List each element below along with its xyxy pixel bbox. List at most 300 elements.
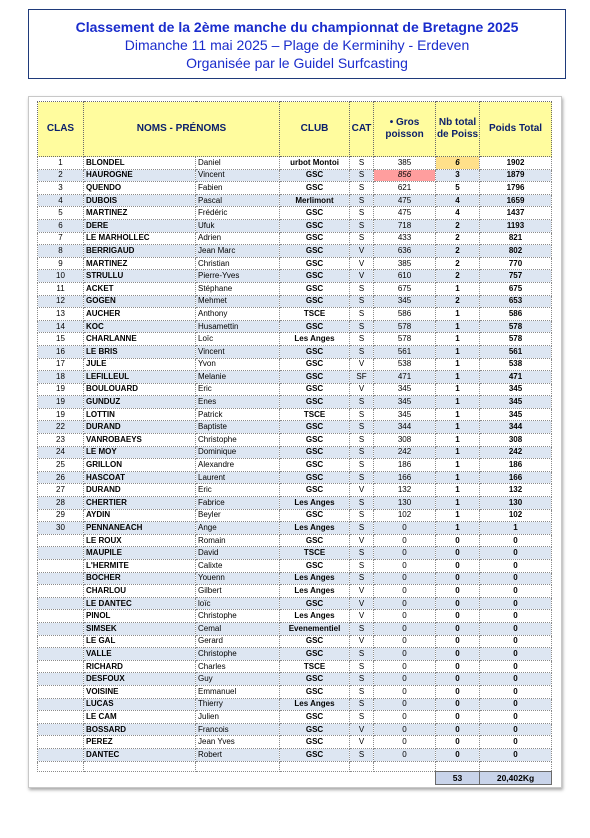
table-row	[38, 345, 552, 358]
table-row	[38, 434, 552, 447]
cell-prenom: Ange	[196, 522, 280, 535]
cell-prenom: Gilbert	[196, 585, 280, 598]
cell-cat: V	[350, 358, 374, 371]
col-header-poids-total: Poids Total	[480, 102, 552, 157]
cell-nb: 2	[436, 270, 480, 283]
cell-poids: 586	[480, 308, 552, 321]
cell-club: GSC	[280, 295, 350, 308]
cell-poids: 0	[480, 560, 552, 573]
cell-club: GSC	[280, 471, 350, 484]
cell-cat: S	[350, 295, 374, 308]
cell-prenom: Pierre-Yves	[196, 270, 280, 283]
col-header-noms: NOMS - PRÉNOMS	[84, 102, 280, 157]
cell-nb: 1	[436, 358, 480, 371]
cell-cat: V	[350, 736, 374, 749]
cell-nb: 0	[436, 610, 480, 623]
cell-poids: 0	[480, 673, 552, 686]
cell-nom: KOC	[84, 320, 196, 333]
cell-clas: 4	[38, 194, 84, 207]
spacer-cell	[480, 761, 552, 771]
cell-nb: 5	[436, 182, 480, 195]
spacer-cell	[280, 761, 350, 771]
cell-cat: S	[350, 396, 374, 409]
table-row	[38, 232, 552, 245]
cell-prenom: Eric	[196, 383, 280, 396]
cell-gros: 102	[374, 509, 436, 522]
cell-gros: 345	[374, 396, 436, 409]
cell-club: GSC	[280, 421, 350, 434]
cell-club: GSC	[280, 282, 350, 295]
cell-poids: 770	[480, 257, 552, 270]
cell-clas: 6	[38, 219, 84, 232]
cell-cat: S	[350, 345, 374, 358]
cell-nom: L'HERMITE	[84, 560, 196, 573]
cell-club: Les Anges	[280, 572, 350, 585]
cell-poids: 102	[480, 509, 552, 522]
cell-clas	[38, 622, 84, 635]
cell-clas	[38, 736, 84, 749]
page-title: Classement de la 2ème manche du championnat de Bretagne 2025	[75, 19, 519, 35]
cell-cat: S	[350, 748, 374, 761]
cell-poids: 130	[480, 497, 552, 510]
cell-poids: 0	[480, 622, 552, 635]
cell-clas: 27	[38, 484, 84, 497]
cell-clas	[38, 534, 84, 547]
cell-nb: 0	[436, 560, 480, 573]
cell-club: Les Anges	[280, 333, 350, 346]
cell-nb: 2	[436, 295, 480, 308]
spacer-cell	[84, 761, 196, 771]
cell-gros: 186	[374, 459, 436, 472]
cell-nb: 2	[436, 219, 480, 232]
table-row	[38, 547, 552, 560]
table-row	[38, 320, 552, 333]
cell-nom: PINOL	[84, 610, 196, 623]
table-row	[38, 308, 552, 321]
cell-club: GSC	[280, 673, 350, 686]
cell-nb: 1	[436, 421, 480, 434]
cell-prenom: Thierry	[196, 698, 280, 711]
table-row	[38, 484, 552, 497]
cell-prenom: Alexandre	[196, 459, 280, 472]
cell-poids: 757	[480, 270, 552, 283]
cell-prenom: loïc	[196, 597, 280, 610]
cell-prenom: Julien	[196, 711, 280, 724]
cell-gros: 166	[374, 471, 436, 484]
cell-poids: 1	[480, 522, 552, 535]
cell-prenom: Daniel	[196, 157, 280, 170]
table-row	[38, 648, 552, 661]
cell-cat: S	[350, 522, 374, 535]
cell-gros: 0	[374, 698, 436, 711]
organizer: Organisée par le Guidel Surfcasting	[186, 55, 408, 71]
cell-club: Merlimont	[280, 194, 350, 207]
cell-nom: MARTINEZ	[84, 207, 196, 220]
table-row	[38, 245, 552, 258]
cell-nom: STRULLU	[84, 270, 196, 283]
cell-nom: RICHARD	[84, 660, 196, 673]
cell-nom: BLONDEL	[84, 157, 196, 170]
cell-prenom: Enes	[196, 396, 280, 409]
cell-prenom: Jean Marc	[196, 245, 280, 258]
cell-clas	[38, 560, 84, 573]
cell-nb: 0	[436, 585, 480, 598]
cell-clas	[38, 711, 84, 724]
cell-nom: CHARLOU	[84, 585, 196, 598]
cell-poids: 242	[480, 446, 552, 459]
cell-nom: DUBOIS	[84, 194, 196, 207]
table-row	[38, 698, 552, 711]
cell-club: GSC	[280, 257, 350, 270]
table-row	[38, 597, 552, 610]
cell-clas	[38, 698, 84, 711]
cell-club: GSC	[280, 748, 350, 761]
cell-club: GSC	[280, 685, 350, 698]
table-row	[38, 572, 552, 585]
table-row	[38, 736, 552, 749]
cell-club: GSC	[280, 597, 350, 610]
cell-gros: 345	[374, 383, 436, 396]
cell-poids: 0	[480, 736, 552, 749]
cell-gros: 308	[374, 434, 436, 447]
cell-nb: 0	[436, 685, 480, 698]
spacer-cell	[436, 761, 480, 771]
cell-poids: 345	[480, 383, 552, 396]
cell-club: GSC	[280, 245, 350, 258]
cell-nb: 1	[436, 434, 480, 447]
table-row	[38, 282, 552, 295]
cell-prenom: Charles	[196, 660, 280, 673]
cell-cat: S	[350, 648, 374, 661]
cell-clas: 13	[38, 308, 84, 321]
table-row	[38, 207, 552, 220]
spacer-row	[38, 761, 552, 771]
cell-clas: 14	[38, 320, 84, 333]
cell-nb: 1	[436, 484, 480, 497]
table-row	[38, 509, 552, 522]
cell-gros: 385	[374, 157, 436, 170]
cell-clas: 9	[38, 257, 84, 270]
cell-gros: 561	[374, 345, 436, 358]
cell-cat: S	[350, 194, 374, 207]
cell-cat: S	[350, 434, 374, 447]
cell-nom: HAUROGNE	[84, 169, 196, 182]
cell-nb: 1	[436, 333, 480, 346]
cell-prenom: Romain	[196, 534, 280, 547]
cell-cat: S	[350, 547, 374, 560]
cell-gros: 0	[374, 723, 436, 736]
cell-clas: 16	[38, 345, 84, 358]
table-row	[38, 421, 552, 434]
cell-clas: 19	[38, 383, 84, 396]
cell-poids: 166	[480, 471, 552, 484]
cell-gros: 0	[374, 572, 436, 585]
cell-clas	[38, 597, 84, 610]
cell-club: Les Anges	[280, 698, 350, 711]
totals-blank-cell	[84, 771, 196, 784]
cell-gros: 0	[374, 685, 436, 698]
cell-nom: BERRIGAUD	[84, 245, 196, 258]
cell-poids: 0	[480, 648, 552, 661]
cell-prenom: Gerard	[196, 635, 280, 648]
cell-cat: S	[350, 471, 374, 484]
cell-nb: 1	[436, 345, 480, 358]
col-header-nb-total: Nb total de Poiss	[436, 102, 480, 157]
cell-club: GSC	[280, 711, 350, 724]
cell-nb: 0	[436, 597, 480, 610]
cell-nb: 0	[436, 698, 480, 711]
table-row	[38, 358, 552, 371]
cell-nom: BOSSARD	[84, 723, 196, 736]
table-row	[38, 446, 552, 459]
cell-nom: ACKET	[84, 282, 196, 295]
cell-clas	[38, 585, 84, 598]
cell-cat: S	[350, 333, 374, 346]
cell-prenom: Laurent	[196, 471, 280, 484]
cell-gros: 130	[374, 497, 436, 510]
cell-nom: LE MARHOLLEC	[84, 232, 196, 245]
cell-prenom: Christian	[196, 257, 280, 270]
cell-gros: 475	[374, 194, 436, 207]
cell-poids: 802	[480, 245, 552, 258]
cell-nom: CHARLANNE	[84, 333, 196, 346]
cell-cat: S	[350, 698, 374, 711]
cell-club: GSC	[280, 736, 350, 749]
cell-poids: 578	[480, 333, 552, 346]
cell-cat: V	[350, 270, 374, 283]
cell-cat: S	[350, 572, 374, 585]
table-row	[38, 673, 552, 686]
cell-gros: 0	[374, 560, 436, 573]
table-row	[38, 610, 552, 623]
cell-clas	[38, 748, 84, 761]
table-row	[38, 534, 552, 547]
cell-club: Les Anges	[280, 497, 350, 510]
totals-blank-cell	[374, 771, 436, 784]
table-row	[38, 295, 552, 308]
cell-nom: LE MOY	[84, 446, 196, 459]
cell-cat: S	[350, 219, 374, 232]
cell-prenom: Melanie	[196, 371, 280, 384]
cell-prenom: Cemal	[196, 622, 280, 635]
table-row	[38, 748, 552, 761]
cell-club: TSCE	[280, 547, 350, 560]
cell-clas: 24	[38, 446, 84, 459]
table-row	[38, 585, 552, 598]
cell-nom: LE CAM	[84, 711, 196, 724]
cell-nb: 0	[436, 648, 480, 661]
cell-cat: S	[350, 497, 374, 510]
table-row	[38, 396, 552, 409]
cell-prenom: Loïc	[196, 333, 280, 346]
cell-poids: 0	[480, 610, 552, 623]
cell-clas: 1	[38, 157, 84, 170]
table-row	[38, 635, 552, 648]
cell-club: GSC	[280, 270, 350, 283]
cell-club: TSCE	[280, 308, 350, 321]
cell-club: Les Anges	[280, 522, 350, 535]
cell-gros: 0	[374, 522, 436, 535]
totals-blank-cell	[196, 771, 280, 784]
cell-gros: 345	[374, 295, 436, 308]
col-header-clas: CLAS	[38, 102, 84, 157]
cell-clas: 10	[38, 270, 84, 283]
cell-poids: 0	[480, 635, 552, 648]
cell-club: GSC	[280, 345, 350, 358]
cell-club: Les Anges	[280, 585, 350, 598]
cell-poids: 821	[480, 232, 552, 245]
cell-nb: 6	[436, 157, 480, 170]
cell-nom: DURAND	[84, 421, 196, 434]
cell-cat: S	[350, 673, 374, 686]
cell-club: GSC	[280, 358, 350, 371]
cell-cat: V	[350, 723, 374, 736]
cell-club: GSC	[280, 383, 350, 396]
spacer-cell	[374, 761, 436, 771]
table-header-row	[38, 102, 552, 157]
cell-gros: 636	[374, 245, 436, 258]
cell-gros: 433	[374, 232, 436, 245]
cell-gros: 0	[374, 748, 436, 761]
cell-cat: S	[350, 622, 374, 635]
cell-prenom: Patrick	[196, 408, 280, 421]
cell-nb: 2	[436, 245, 480, 258]
cell-cat: S	[350, 685, 374, 698]
cell-club: GSC	[280, 723, 350, 736]
cell-clas: 19	[38, 408, 84, 421]
cell-club: GSC	[280, 207, 350, 220]
cell-nom: VANROBAEYS	[84, 434, 196, 447]
table-row	[38, 270, 552, 283]
table-row	[38, 497, 552, 510]
cell-nb: 1	[436, 408, 480, 421]
cell-poids: 345	[480, 408, 552, 421]
cell-cat: S	[350, 308, 374, 321]
cell-poids: 0	[480, 660, 552, 673]
cell-clas	[38, 673, 84, 686]
cell-nom: DERE	[84, 219, 196, 232]
cell-club: GSC	[280, 232, 350, 245]
cell-nom: JULE	[84, 358, 196, 371]
cell-gros: 0	[374, 547, 436, 560]
table-row	[38, 660, 552, 673]
cell-nb: 1	[436, 471, 480, 484]
cell-prenom: Robert	[196, 748, 280, 761]
cell-prenom: Anthony	[196, 308, 280, 321]
cell-nb: 1	[436, 509, 480, 522]
cell-club: urbot Montoi	[280, 157, 350, 170]
table-row	[38, 257, 552, 270]
cell-poids: 0	[480, 572, 552, 585]
cell-gros: 0	[374, 711, 436, 724]
cell-cat: S	[350, 421, 374, 434]
totals-blank-cell	[38, 771, 84, 784]
cell-poids: 653	[480, 295, 552, 308]
cell-nom: GOGEN	[84, 295, 196, 308]
cell-poids: 0	[480, 723, 552, 736]
cell-prenom: Fabrice	[196, 497, 280, 510]
cell-nom: LE ROUX	[84, 534, 196, 547]
cell-nb: 0	[436, 534, 480, 547]
cell-gros: 475	[374, 207, 436, 220]
cell-nb: 0	[436, 723, 480, 736]
cell-prenom: Stéphane	[196, 282, 280, 295]
cell-poids: 0	[480, 711, 552, 724]
cell-cat: S	[350, 207, 374, 220]
spacer-cell	[196, 761, 280, 771]
cell-clas: 12	[38, 295, 84, 308]
cell-nom: HASCOAT	[84, 471, 196, 484]
cell-cat: S	[350, 446, 374, 459]
cell-gros: 0	[374, 534, 436, 547]
col-header-gros-poisson: • Gros poisson	[374, 102, 436, 157]
cell-nom: DANTEC	[84, 748, 196, 761]
cell-club: GSC	[280, 446, 350, 459]
cell-club: Evenementiel	[280, 622, 350, 635]
cell-nb: 0	[436, 547, 480, 560]
cell-clas: 17	[38, 358, 84, 371]
cell-clas: 7	[38, 232, 84, 245]
cell-nom: LEFILLEUL	[84, 371, 196, 384]
cell-nom: SIMSEK	[84, 622, 196, 635]
cell-poids: 186	[480, 459, 552, 472]
cell-nb: 1	[436, 383, 480, 396]
cell-nom: GUNDUZ	[84, 396, 196, 409]
cell-gros: 0	[374, 635, 436, 648]
cell-gros: 675	[374, 282, 436, 295]
cell-club: GSC	[280, 534, 350, 547]
cell-cat: S	[350, 509, 374, 522]
cell-nb: 0	[436, 748, 480, 761]
cell-club: GSC	[280, 459, 350, 472]
cell-clas: 5	[38, 207, 84, 220]
cell-poids: 0	[480, 534, 552, 547]
cell-prenom: Baptiste	[196, 421, 280, 434]
cell-prenom: Emmanuel	[196, 685, 280, 698]
spacer-cell	[350, 761, 374, 771]
cell-poids: 538	[480, 358, 552, 371]
cell-gros: 0	[374, 660, 436, 673]
cell-nom: PENNANEACH	[84, 522, 196, 535]
cell-nb: 0	[436, 635, 480, 648]
cell-prenom: Ufuk	[196, 219, 280, 232]
table-row	[38, 408, 552, 421]
cell-gros: 0	[374, 585, 436, 598]
cell-gros: 0	[374, 736, 436, 749]
cell-clas	[38, 660, 84, 673]
cell-nb: 3	[436, 169, 480, 182]
cell-poids: 1879	[480, 169, 552, 182]
cell-prenom: Christophe	[196, 648, 280, 661]
cell-prenom: David	[196, 547, 280, 560]
cell-club: TSCE	[280, 408, 350, 421]
cell-nb: 0	[436, 736, 480, 749]
cell-poids: 0	[480, 585, 552, 598]
cell-nb: 2	[436, 232, 480, 245]
cell-nom: AYDIN	[84, 509, 196, 522]
cell-nom: BOCHER	[84, 572, 196, 585]
cell-prenom: Francois	[196, 723, 280, 736]
cell-nom: LUCAS	[84, 698, 196, 711]
spacer-cell	[38, 761, 84, 771]
cell-gros: 856	[374, 169, 436, 182]
cell-cat: S	[350, 660, 374, 673]
cell-club: GSC	[280, 635, 350, 648]
table-row	[38, 157, 552, 170]
cell-cat: V	[350, 597, 374, 610]
cell-nom: GRILLON	[84, 459, 196, 472]
cell-clas: 18	[38, 371, 84, 384]
